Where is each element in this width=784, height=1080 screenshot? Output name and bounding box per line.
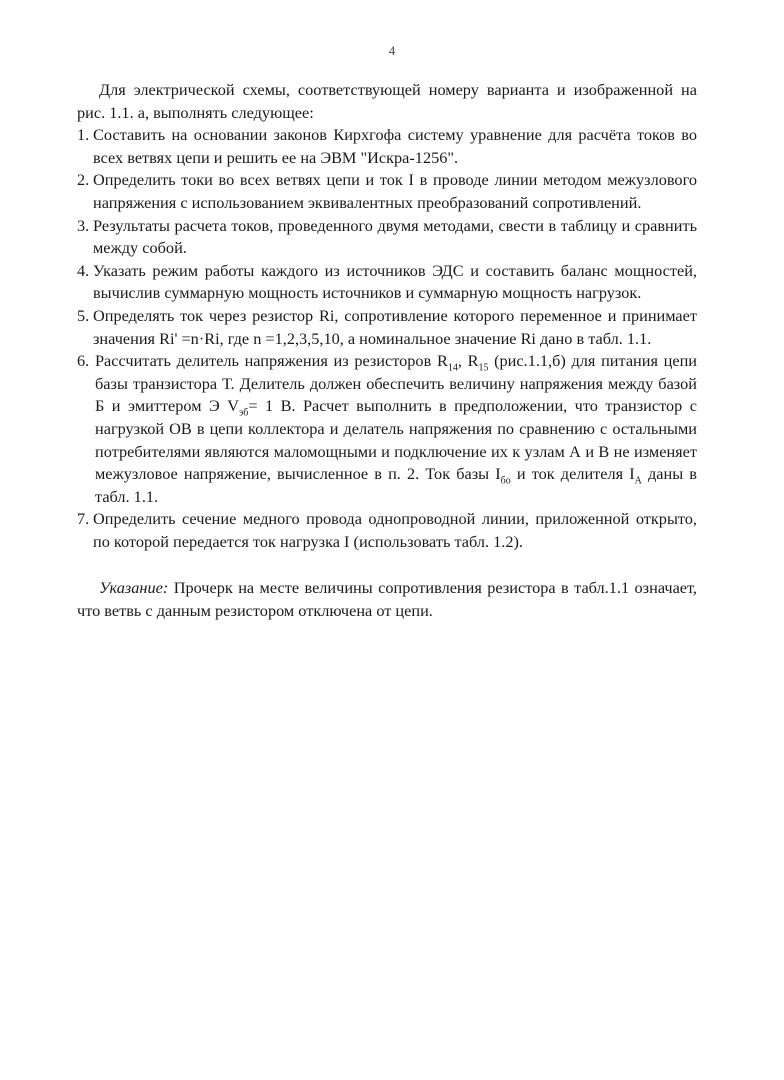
task-item — [77, 124, 697, 169]
task-item — [77, 305, 697, 350]
task-number: 3. — [77, 215, 90, 235]
task-text: Результаты расчета токов, проведенного двумя методами, свести в таблицу и сравнить между собой. — [93, 215, 697, 258]
page-number: 4 — [388, 43, 396, 58]
current-index-bo: бо — [500, 475, 511, 487]
resistor-index-15: 15 — [478, 362, 489, 374]
task-text-part: Рассчитать делитель напряжения из резисторов R — [95, 351, 448, 371]
intro-paragraph: Для электрической схемы, соответствующей номеру варианта и изображенной на рис. 1.1. а, выполнять следующее: — [77, 80, 697, 122]
task-text-part: = 1 В. Расчет выполнить в предположении, что транзистор с нагрузкой ОВ в цепи коллектора и делатель напряжения по сравнению с остальными потребителями являются маломощными и подключение их к узлам А и В не изменяет межузловое напряжение, вычисленное в п. 2. Ток базы I — [95, 396, 697, 484]
note-label: Указание: — [99, 578, 169, 598]
voltage-index-be: эб — [238, 407, 249, 419]
task-item — [77, 508, 697, 553]
task-text-part: даны в табл. 1.1. — [95, 464, 697, 506]
task-text-part: , R — [457, 351, 479, 371]
task-text: Определить сечение медного провода однопроводной линии, приложенной открыто, по которой передается ток нагрузка I (использовать табл. 1.2). — [93, 509, 697, 551]
task-item — [77, 260, 697, 305]
task-item — [77, 350, 697, 508]
task-item — [77, 215, 697, 260]
task-item — [77, 169, 697, 214]
task-list — [77, 124, 697, 553]
task-number: 4. — [77, 260, 90, 280]
current-index-a: А — [634, 475, 642, 487]
task-text: Указать режим работы каждого из источников ЭДС и составить баланс мощностей, вычислив суммарную мощность источников и суммарную мощность нагрузок. — [93, 260, 697, 303]
task-number: 5. — [77, 305, 90, 325]
task-number: 7. — [77, 509, 90, 529]
assignment-text — [77, 79, 697, 639]
task-number: 2. — [77, 170, 90, 190]
task-text — [95, 350, 697, 508]
task-number: 1. — [77, 125, 90, 145]
task-text-part: и ток делителя I — [510, 464, 635, 484]
task-text-part: (рис.1.1,б) для питания цепи базы транзистора Т. Делитель должен обеспечить величину напряжения между базой Б и эмиттером Э V — [95, 351, 697, 416]
resistor-index-14: 14 — [447, 362, 458, 374]
task-number: 6. — [77, 351, 90, 371]
task-text: Составить на основании законов Кирхгофа систему уравнение для расчёта токов во всех ветвях цепи и решить ее на ЭВМ "Искра-1256". — [93, 125, 697, 167]
task-text: Определять ток через резистор Ri, сопротивление которого переменное и принимает значения Ri' =n·Ri, где n =1,2,3,5,10, а номинальное значение Ri дано в табл. 1.1. — [93, 305, 697, 348]
note-paragraph — [77, 577, 697, 622]
note-text: Прочерк на месте величины сопротивления резистора в табл.1.1 означает, что ветвь с данным резистором отключена от цепи. — [77, 578, 697, 621]
task-text: Определить токи во всех ветвях цепи и ток I в проводе линии методом межузлового напряжения с использованием эквивалентных преобразований сопротивлений. — [93, 170, 697, 212]
